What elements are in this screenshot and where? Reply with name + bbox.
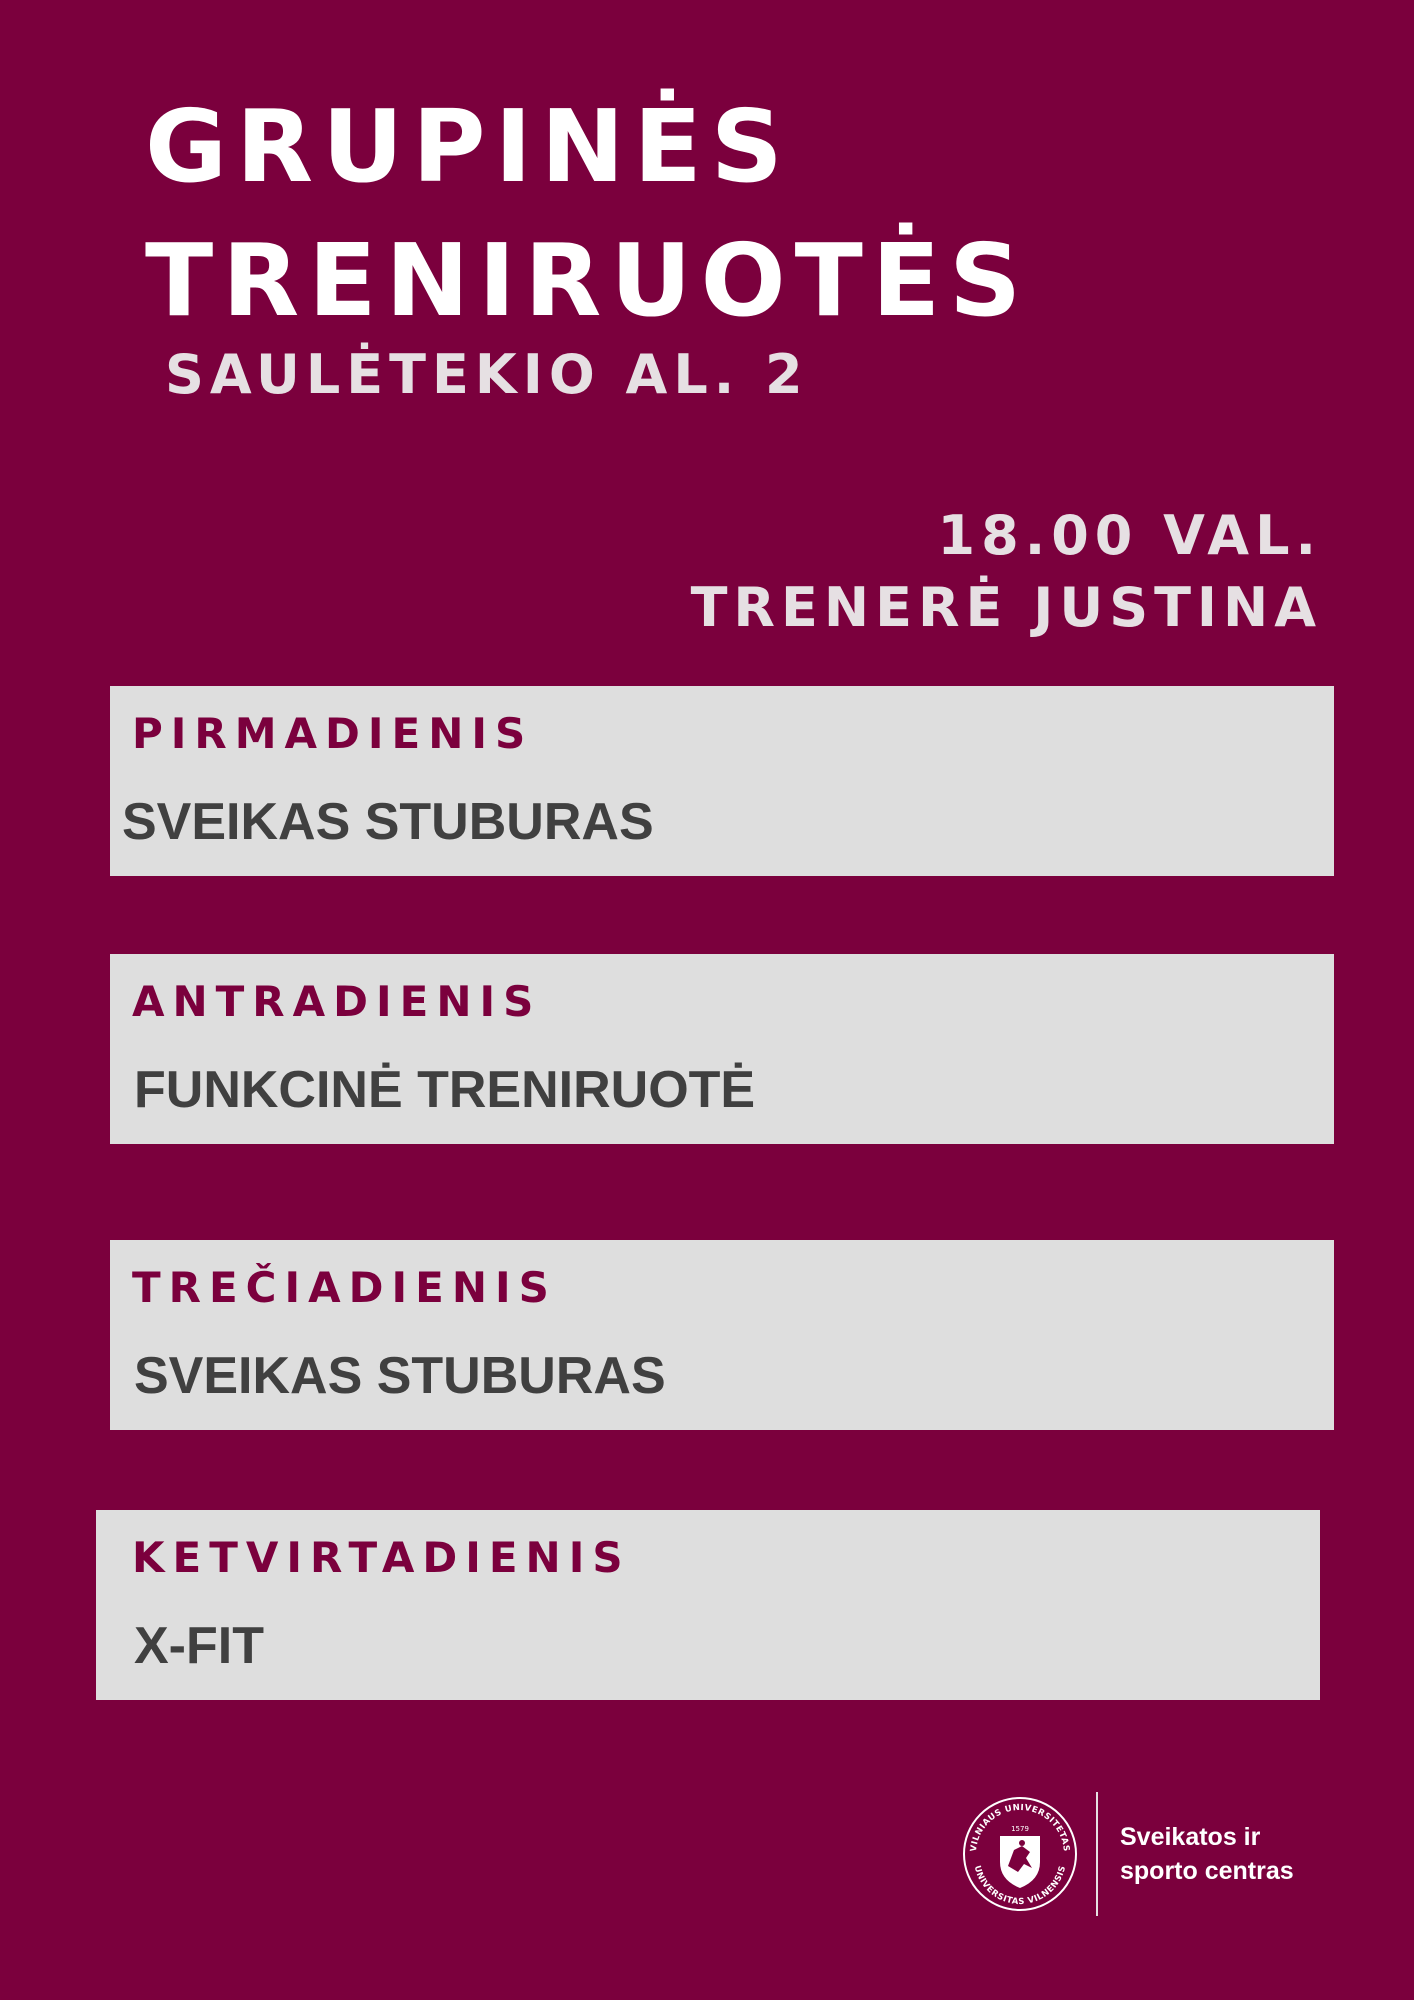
session-info [691,500,1322,644]
university-logo [962,1792,1322,1922]
schedule-card-thursday [96,1510,1320,1700]
schedule-card-monday [110,686,1334,876]
schedule-activity: X-FIT [134,1617,264,1675]
trainer-name: TRENERĖ JUSTINA [690,576,1322,639]
schedule-day: ANTRADIENIS [132,977,542,1026]
schedule-activity: SVEIKAS STUBURAS [122,793,654,851]
title-line-1: GRUPINĖS [145,88,792,205]
schedule-day: PIRMADIENIS [132,709,534,758]
center-name-line-1: Sveikatos ir [1120,1823,1261,1851]
schedule-card-tuesday [110,954,1334,1144]
schedule-activity: FUNKCINĖ TRENIRUOTĖ [134,1061,756,1119]
session-time: 18.00 VAL. [937,504,1322,567]
center-name [1120,1820,1294,1888]
svg-text:1579: 1579 [1011,1825,1029,1833]
schedule-day: TREČIADIENIS [132,1263,557,1312]
address: SAULĖTEKIO AL. 2 [165,343,809,406]
university-seal-icon [962,1796,1078,1912]
svg-text:VILNIAUS UNIVERSITETAS: VILNIAUS UNIVERSITETAS [968,1802,1072,1853]
logo-divider [1096,1792,1098,1916]
schedule-day: KETVIRTADIENIS [132,1533,631,1582]
schedule-activity: SVEIKAS STUBURAS [134,1347,666,1405]
center-name-line-2: sporto centras [1120,1857,1294,1885]
page-title [145,80,1030,348]
title-line-2: TRENIRUOTĖS [145,222,1031,339]
svg-text:UNIVERSITAS VILNENSIS: UNIVERSITAS VILNENSIS [971,1864,1069,1908]
schedule-card-wednesday [110,1240,1334,1430]
